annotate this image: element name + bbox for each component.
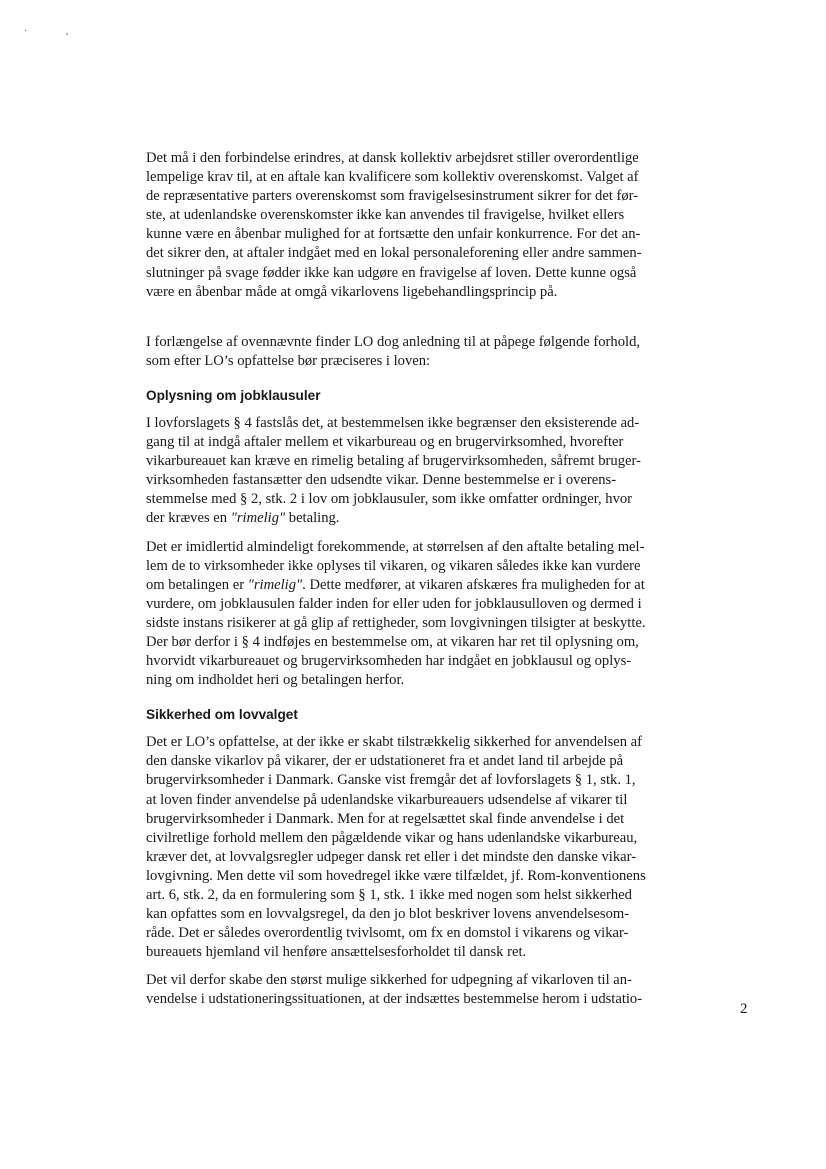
text-line: gang til at indgå aftaler mellem et vikarbureau og en brugervirksomhed, hvorefter <box>146 434 624 451</box>
text-line: være en åbenbar måde at omgå vikarlovens ligebehandlingsprincip på. <box>146 283 558 300</box>
text-line: ning om indholdet heri og betalingen herfor. <box>146 672 405 689</box>
text-line: det sikrer den, at aftaler indgået med en lokal personaleforening eller andre sammen- <box>146 245 642 262</box>
text-line: kræver det, at lovvalgsregler udpeger dansk ret eller i det mindste den danske vikar- <box>146 848 637 865</box>
paragraph-choice-of-law <box>146 733 684 962</box>
text-line: lovgivning. Men dette vil som hovedregel ikke være tilfældet, jf. Rom-konventionens <box>146 867 646 884</box>
text-line: Det må i den forbindelse erindres, at dansk kollektiv arbejdsret stiller overordentlige <box>146 150 639 166</box>
paragraph-collective-agreements <box>146 149 684 302</box>
text-line: lempelige krav til, at en aftale kan kvalificere som kollektiv overenskomst. Valget af <box>146 169 639 186</box>
text-line: kan opfattes som en lovvalgsregel, da den jo blot beskriver lovens anvendelsesom- <box>146 906 630 923</box>
text-line: råde. Det er således overordentlig tvivlsomt, om fx en domstol i vikarens og vikar- <box>146 925 629 942</box>
text-run: der kræves en <box>146 510 231 527</box>
text-line: art. 6, stk. 2, da en formulering som § 1, stk. 1 ikke med nogen som helst sikkerhed <box>146 887 632 903</box>
paragraph-lo-remarks <box>146 333 684 371</box>
text-line: civilretlige forhold mellem den pågældende vikar og hans udenlandske vikarbureau, <box>146 829 638 846</box>
text-line: brugervirksomheder i Danmark. Ganske vist fremgår det af lovforslagets § 1, stk. 1, <box>146 772 636 789</box>
text-run: om betalingen er <box>146 576 248 593</box>
italic-term: "rimelig" <box>247 576 303 593</box>
text-line <box>146 509 684 528</box>
text-line <box>146 576 684 595</box>
text-line: at loven finder anvendelse på udenlandske vikarbureauers udsendelse af vikarer til <box>146 791 628 808</box>
text-line: ste, at udenlandske overenskomster ikke kan anvendes til fravigelse, hvilket ellers <box>146 207 625 224</box>
text-line: virksomheden fastansætter den udsendte vikar. Denne bestemmelse er i overens- <box>146 472 617 489</box>
text-line: kunne være en åbenbar mulighed for at fortsætte den unfair konkurrence. For det an- <box>146 226 641 243</box>
text-line: Det er LO’s opfattelse, at der ikke er skabt tilstrækkelig sikkerhed for anvendelsen af <box>146 734 643 751</box>
text-line: Det er imidlertid almindeligt forekommende, at størrelsen af den aftalte betaling mel- <box>146 538 645 555</box>
paragraph-payment-disclosure <box>146 538 684 691</box>
section-heading-jobklausuler: Oplysning om jobklausuler <box>146 387 321 403</box>
text-line: vurdere, om jobklausulen falder inden for eller uden for jobklausulloven og dermed i <box>146 595 642 612</box>
text-line: bureauets hjemland vil henføre ansættelsesforholdet til dansk ret. <box>146 944 527 961</box>
text-line: stemmelse med § 2, stk. 2 i lov om jobklausuler, som ikke omfatter ordninger, hvor <box>146 491 633 508</box>
text-line: vendelse i udstationeringssituationen, at der indsættes bestemmelse herom i udstatio- <box>146 991 643 1008</box>
text-line: som efter LO’s opfattelse bør præciseres i loven: <box>146 352 431 369</box>
text-line: den danske vikarlov på vikarer, der er udstationeret fra et andet land til arbejde på <box>146 753 624 770</box>
text-line: I lovforslagets § 4 fastslås det, at bestemmelsen ikke begrænser den eksisterende ad- <box>146 414 640 431</box>
text-line: brugervirksomheder i Danmark. Men for at regelsættet skal finde anvendelse i det <box>146 810 625 827</box>
text-line: lem de to virksomheder ikke oplyses til vikaren, og vikaren således ikke kan vurdere <box>146 557 641 574</box>
text-run: betaling. <box>285 510 340 527</box>
text-line: de repræsentative parters overenskomst som fravigelsesinstrument sikrer for det før- <box>146 188 639 205</box>
text-line: I forlængelse af ovennævnte finder LO dog anledning til at påpege følgende forhold, <box>146 333 641 350</box>
document-body <box>146 149 684 1010</box>
paragraph-section4 <box>146 414 684 529</box>
text-line: Der bør derfor i § 4 indføjes en bestemmelse om, at vikaren har ret til oplysning om, <box>146 633 639 650</box>
text-line: slutninger på svage fødder ikke kan udgøre en fravigelse af loven. Dette kunne også <box>146 264 637 281</box>
section-heading-lovvalget: Sikkerhed om lovvalget <box>146 707 298 723</box>
text-line: sidste instans risikerer at gå glip af rettigheder, som lovgivningen tilsigter at beskytte. <box>146 614 646 631</box>
paragraph-conclusion <box>146 971 684 1009</box>
text-run: . Dette medfører, at vikaren afskæres fra muligheden for at <box>302 576 645 593</box>
text-line: Det vil derfor skabe den størst mulige sikkerhed for udpegning af vikarloven til an- <box>146 972 632 989</box>
text-line: vikarbureauet kan kræve en rimelig betaling af brugervirksomheden, såfremt bruger- <box>146 453 641 470</box>
scan-specks: · , <box>24 26 87 37</box>
italic-term: "rimelig" <box>230 510 286 527</box>
page-number: 2 <box>740 1001 748 1017</box>
text-line: hvorvidt vikarbureauet og brugervirksomheden har indgået en jobklausul og oplys- <box>146 653 632 670</box>
